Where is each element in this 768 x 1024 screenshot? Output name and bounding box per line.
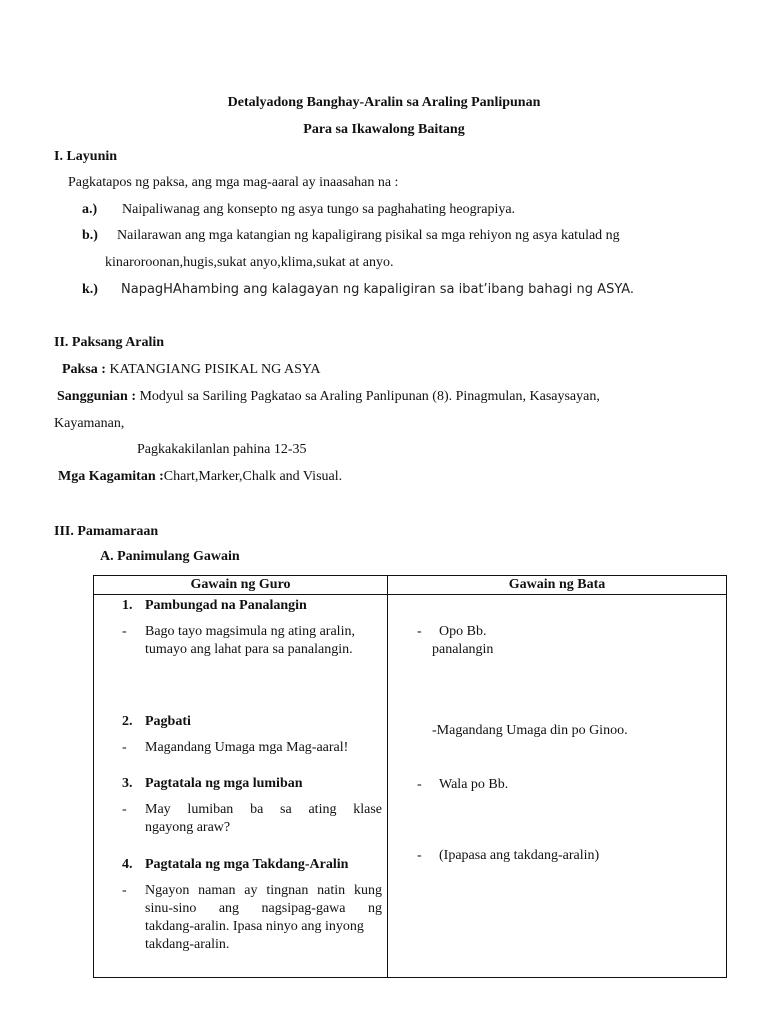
sanggunian-value: Modyul sa Sariling Pagkatao sa Araling Panlipunan (8). Pinagmulan, Kasaysayan, bbox=[139, 389, 600, 404]
layunin-item-text-cont: kinaroroonan,hugis,sukat anyo,klima,sukat at anyo. bbox=[105, 255, 394, 270]
layunin-item-marker: k.) bbox=[82, 282, 98, 297]
step-title: Pambungad na Panalangin bbox=[145, 598, 307, 613]
column-header-bata: Gawain ng Bata bbox=[388, 576, 727, 595]
sanggunian-cont: Kayamanan, bbox=[54, 416, 125, 431]
step-title: Pagbati bbox=[145, 714, 191, 729]
layunin-item-text: Naipaliwanag ang konsepto ng asya tungo sa paghahating heograpiya. bbox=[122, 202, 516, 217]
dash-bullet: - bbox=[122, 883, 127, 898]
guro-text: takdang-aralin. Ipasa ninyo ang inyong bbox=[145, 919, 364, 934]
sub-heading-panimulang-gawain: A. Panimulang Gawain bbox=[100, 549, 240, 564]
dash-bullet: - bbox=[417, 848, 422, 863]
dash-bullet: - bbox=[122, 740, 127, 755]
dash-bullet: - bbox=[417, 624, 422, 639]
table-row bbox=[94, 595, 727, 978]
bata-text: Wala po Bb. bbox=[439, 777, 509, 792]
step-title: Pagtatala ng mga Takdang-Aralin bbox=[145, 857, 349, 872]
section-heading-pamamaraan: III. Pamamaraan bbox=[54, 524, 159, 539]
document-subtitle: Para sa Ikawalong Baitang bbox=[303, 122, 465, 137]
layunin-item-text: NapagHAhambing ang kalagayan ng kapaligiran sa ibat’ibang bahagi ng ASYA. bbox=[121, 282, 635, 297]
guro-text: tumayo ang lahat para sa panalangin. bbox=[145, 642, 353, 657]
table-header-row bbox=[94, 576, 727, 595]
sanggunian-label: Sanggunian : bbox=[57, 389, 136, 404]
bata-text: panalangin bbox=[432, 642, 494, 657]
paksa-line bbox=[62, 361, 321, 379]
guro-text: sinu-sino ang nagsipag-gawa ng bbox=[145, 901, 382, 916]
layunin-intro: Pagkatapos ng paksa, ang mga mag-aaral ay inaasahan na : bbox=[68, 175, 399, 190]
step-number: 2. bbox=[122, 714, 133, 729]
dash-bullet: - bbox=[417, 777, 422, 792]
sanggunian-line bbox=[57, 388, 600, 406]
kagamitan-line bbox=[58, 468, 342, 486]
layunin-item-marker: a.) bbox=[82, 202, 98, 217]
section-heading-layunin: I. Layunin bbox=[54, 149, 118, 164]
gawain-table bbox=[93, 575, 727, 978]
section-heading-paksang-aralin: II. Paksang Aralin bbox=[54, 335, 165, 350]
dash-bullet: - bbox=[122, 624, 127, 639]
guro-text: Bago tayo magsimula ng ating aralin, bbox=[145, 624, 355, 639]
column-header-guro: Gawain ng Guro bbox=[94, 576, 388, 595]
step-number: 4. bbox=[122, 857, 133, 872]
dash-bullet: - bbox=[122, 802, 127, 817]
sanggunian-pages: Pagkakakilanlan pahina 12-35 bbox=[137, 442, 307, 457]
paksa-label: Paksa : bbox=[62, 362, 106, 377]
layunin-item-marker: b.) bbox=[82, 228, 98, 243]
paksa-value: KATANGIANG PISIKAL NG ASYA bbox=[109, 362, 321, 377]
guro-text: takdang-aralin. bbox=[145, 937, 230, 952]
guro-text: Ngayon naman ay tingnan natin kung bbox=[145, 883, 382, 898]
guro-text: May lumiban ba sa ating klase bbox=[145, 802, 382, 817]
step-title: Pagtatala ng mga lumiban bbox=[145, 776, 303, 791]
bata-text: -Magandang Umaga din po Ginoo. bbox=[432, 723, 628, 738]
step-number: 1. bbox=[122, 598, 133, 613]
guro-text: Magandang Umaga mga Mag-aaral! bbox=[145, 740, 349, 755]
layunin-item-text: Nailarawan ang mga katangian ng kapaligirang pisikal sa mga rehiyon ng asya katulad ng bbox=[117, 228, 620, 243]
kagamitan-value: Chart,Marker,Chalk and Visual. bbox=[163, 469, 343, 484]
bata-text: (Ipapasa ang takdang-aralin) bbox=[439, 848, 600, 863]
bata-cell bbox=[388, 595, 727, 978]
bata-text: Opo Bb. bbox=[439, 624, 487, 639]
guro-cell bbox=[94, 595, 388, 978]
step-number: 3. bbox=[122, 776, 133, 791]
document-title: Detalyadong Banghay-Aralin sa Araling Panlipunan bbox=[227, 95, 541, 110]
kagamitan-label: Mga Kagamitan : bbox=[58, 469, 164, 484]
guro-text: ngayong araw? bbox=[145, 820, 231, 835]
